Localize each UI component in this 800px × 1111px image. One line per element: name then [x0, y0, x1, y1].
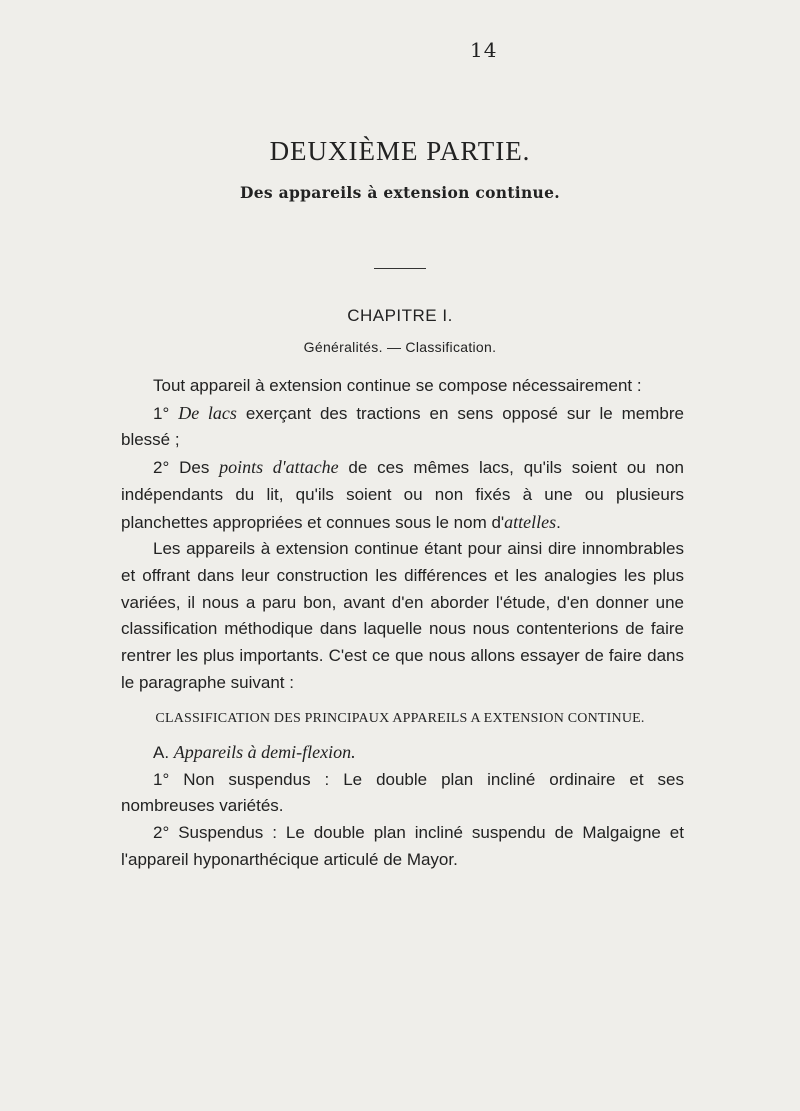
classification-item-1	[121, 767, 684, 820]
classification-section-a	[121, 739, 684, 767]
section-title: Appareils à demi-flexion.	[173, 742, 356, 762]
intro-item-2-term: points d'attache	[219, 457, 339, 478]
intro-item-1-term: De lacs	[178, 402, 237, 423]
intro-item-2-term-2: attelles	[504, 511, 557, 532]
classification-item-1-text: Non suspendus : Le double plan incliné ordinaire et ses nombreuses variétés.	[121, 769, 684, 816]
page-number: 14	[470, 38, 498, 62]
intro-item-1	[121, 400, 684, 454]
classification-item-2-number: 2°	[153, 823, 170, 843]
intro-item-1-text: exerçant des tractions en sens opposé sur le membre blessé ;	[121, 403, 684, 450]
classification-heading: CLASSIFICATION DES PRINCIPAUX APPAREILS A EXTENSION CONTINUE.	[155, 711, 645, 726]
intro-item-2	[121, 454, 684, 536]
intro-item-1-number: 1°	[153, 403, 170, 423]
intro-text	[121, 373, 684, 696]
classification-item-1-number: 1°	[153, 769, 170, 789]
intro-lead: Tout appareil à extension continue se compose nécessairement :	[153, 376, 642, 395]
classification-text	[121, 739, 684, 874]
chapter-subtitle: Généralités. — Classification.	[303, 339, 497, 355]
intro-item-2-text: de ces mêmes lacs, qu'ils soient ou non indépendants du lit, qu'ils soient ou non fixés à une ou plusieurs planchettes appropriées et connues sous le nom d'	[121, 458, 685, 532]
classification-item-2	[121, 820, 684, 873]
intro-item-2-number: 2°	[153, 458, 170, 478]
classification-item-2-text: Suspendus : Le double plan incliné suspendu de Malgaigne et l'appareil hyponarthécique articulé de Mayor.	[121, 823, 684, 869]
section-divider	[374, 268, 426, 269]
intro-paragraph: Les appareils à extension continue étant pour ainsi dire innombrables et offrant dans leur construction les différences et les analogies les plus variées, il nous a paru bon, avant d'en aborder l'étude, d'en donner une classification méthodique dans laquelle nous nous contenterions de faire rentrer les plus importants. C'est ce que nous allons essayer de faire dans le paragraphe suivant :	[121, 539, 684, 692]
intro-item-2-end: .	[556, 512, 561, 532]
intro-item-2-pre: Des	[179, 458, 210, 478]
part-title: DEUXIÈME PARTIE.	[269, 136, 531, 166]
chapter-title: CHAPITRE I.	[347, 306, 453, 325]
part-subtitle: Des appareils à extension continue.	[240, 183, 560, 202]
section-letter: A.	[153, 743, 170, 762]
